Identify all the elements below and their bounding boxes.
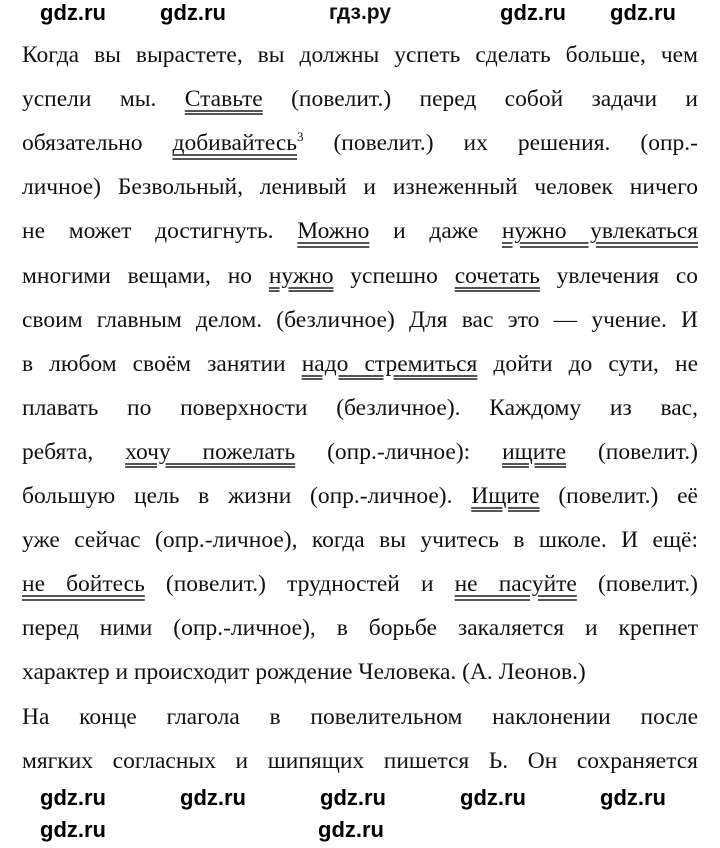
text-line xyxy=(22,613,698,643)
text-line xyxy=(22,128,698,158)
text-segment: Когда вы вырастете, вы должны успеть сделать больше, чем xyxy=(22,42,698,68)
text-segment: успели мы. xyxy=(22,86,185,113)
text-segment: увлечения со xyxy=(539,262,698,289)
text-segment: характер и происходит рождение Человека. (А. Леонов.) xyxy=(22,659,586,686)
text-line xyxy=(22,437,698,467)
watermark: gdz.ru xyxy=(160,0,226,25)
text-segment: (повелит.) их решения. (опр.- xyxy=(303,130,698,157)
text-segment: (опр.-личное): xyxy=(295,438,503,465)
text-segment: успешно xyxy=(333,262,455,289)
text-segment: плавать по поверхности (безличное). Каждому из вас, xyxy=(22,394,698,421)
text-segment: ребята, xyxy=(22,438,126,465)
text-line xyxy=(22,525,698,555)
site-header-text: гдз.ру xyxy=(328,1,392,24)
text-segment: в любом своём занятии xyxy=(22,350,302,377)
text-line xyxy=(22,569,698,599)
watermark: gdz.ru xyxy=(500,0,566,25)
text-line xyxy=(22,84,698,114)
text-segment: (повелит.) перед собой задачи и xyxy=(262,86,698,113)
watermark: gdz.ru xyxy=(610,0,676,25)
watermark: gdz.ru xyxy=(460,785,526,810)
text-line xyxy=(22,261,698,291)
text-line xyxy=(22,40,698,70)
underlined-predicate: добивайтесь xyxy=(172,130,297,157)
text-line xyxy=(22,216,698,246)
text-segment: и даже xyxy=(369,218,502,245)
text-segment: не может достигнуть. xyxy=(22,218,298,245)
underlined-predicate: сочетать xyxy=(454,262,540,289)
text-segment: мягких согласных и шипящих пишется Ь. Он сохраняется xyxy=(22,747,698,774)
watermark: gdz.ru xyxy=(40,785,106,810)
underlined-predicate: не пасуйте xyxy=(454,571,577,598)
text-segment: обязательно xyxy=(22,130,173,157)
underlined-predicate: нужно увлекаться xyxy=(501,218,698,245)
watermark: gdz.ru xyxy=(320,785,386,810)
text-line xyxy=(22,657,698,687)
text-segment: личное) Безвольный, ленивый и изнеженный человек ничего xyxy=(22,174,698,201)
underlined-predicate: Ставьте xyxy=(184,86,263,113)
text-segment: дойти до сути, не xyxy=(477,350,699,377)
watermark: gdz.ru xyxy=(40,0,106,25)
underlined-predicate: Можно xyxy=(297,218,370,245)
text-segment: уже сейчас (опр.-личное), когда вы учитесь в школе. И ещё: xyxy=(22,527,698,554)
footer-watermark: gdz.ru xyxy=(318,817,384,842)
text-line xyxy=(22,481,698,511)
text-segment: перед ними (опр.-личное), в борьбе закаляется и крепнет xyxy=(22,615,698,642)
footnote-marker: 3 xyxy=(296,129,304,145)
underlined-predicate: нужно xyxy=(268,262,334,289)
text-segment: (повелит.) её xyxy=(539,483,698,509)
text-segment: На конце глагола в повелительном наклонении после xyxy=(22,703,698,730)
watermark: gdz.ru xyxy=(40,817,106,842)
watermark: gdz.ru xyxy=(180,785,246,810)
text-segment: своим главным делом. (безличное) Для вас это — учение. И xyxy=(22,306,698,333)
underlined-predicate: не бойтесь xyxy=(22,571,145,598)
text-line xyxy=(22,393,698,423)
text-segment: многими вещами, но xyxy=(22,262,269,289)
text-line xyxy=(22,305,698,335)
underlined-predicate: Ищите xyxy=(471,483,540,509)
watermark: gdz.ru xyxy=(600,785,666,810)
text-line xyxy=(22,349,698,379)
underlined-predicate: хочу пожелать xyxy=(125,438,296,465)
text-line xyxy=(22,746,698,776)
text-segment: (повелит.) xyxy=(566,438,698,465)
text-line xyxy=(22,172,698,202)
underlined-predicate: надо стремиться xyxy=(301,350,478,377)
text-segment: большую цель в жизни (опр.-личное). xyxy=(22,483,472,509)
text-line xyxy=(22,702,698,732)
text-segment: (повелит.) трудностей и xyxy=(144,571,455,598)
underlined-predicate: ищите xyxy=(502,438,567,465)
text-segment: (повелит.) xyxy=(576,571,698,598)
